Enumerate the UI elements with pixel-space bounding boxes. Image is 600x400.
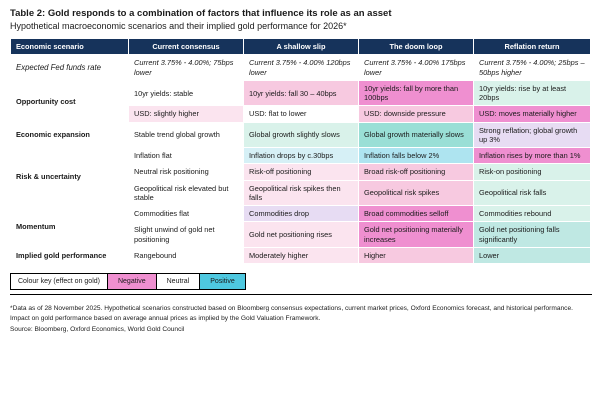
cell: Risk-off positioning [244, 164, 359, 180]
footnote-source: Source: Bloomberg, Oxford Economics, World Gold Council [10, 326, 185, 334]
cell: Geopolitical risk spikes then falls [244, 180, 359, 206]
cell: Current 3.75% - 4.00% 120bps lower [244, 55, 359, 81]
cell: Current 3.75% - 4.00%; 75bps lower [129, 55, 244, 81]
cell: Broad risk-off positioning [359, 164, 474, 180]
cell: Commodities flat [129, 206, 244, 222]
table-body [11, 55, 591, 264]
row-label-economic-expansion: Economic expansion [11, 122, 129, 148]
colour-key-box [10, 273, 246, 290]
colour-key [10, 273, 590, 290]
cell: Inflation flat [129, 148, 244, 164]
table-row [11, 206, 591, 222]
cell: Inflation drops by c.30bps [244, 148, 359, 164]
cell: Rangebound [129, 247, 244, 263]
cell: Commodities drop [244, 206, 359, 222]
cell: 10yr yields: fall 30 – 40bps [244, 80, 359, 106]
table-header [11, 39, 591, 55]
cell: Inflation rises by more than 1% [474, 148, 591, 164]
colour-key-label: Colour key (effect on gold) [11, 274, 108, 289]
colour-key-negative: Negative [108, 274, 157, 289]
cell: Strong reflation; global growth up 3% [474, 122, 591, 148]
scenarios-table [10, 38, 591, 264]
footnotes [10, 304, 592, 335]
col-header-doom-loop: The doom loop [359, 39, 474, 55]
table-row [11, 122, 591, 148]
cell: Neutral risk positioning [129, 164, 244, 180]
page-subtitle: Hypothetical macroeconomic scenarios and their implied gold performance for 2026* [10, 20, 347, 31]
cell: Global growth materially slows [359, 122, 474, 148]
cell: Inflation falls below 2% [359, 148, 474, 164]
col-header-current-consensus: Current consensus [129, 39, 244, 55]
cell: Commodities rebound [474, 206, 591, 222]
cell: Current 3.75% - 4.00%; 25bps – 50bps higher [474, 55, 591, 81]
colour-key-positive: Positive [200, 274, 245, 289]
cell: Risk-on positioning [474, 164, 591, 180]
cell: Higher [359, 247, 474, 263]
row-label-momentum: Momentum [11, 206, 129, 248]
cell: Geopolitical risk falls [474, 180, 591, 206]
cell: Gold net positioning falls significantly [474, 222, 591, 248]
table-row [11, 247, 591, 263]
cell: Current 3.75% - 4.00% 175bps lower [359, 55, 474, 81]
cell: Slight unwind of gold net positioning [129, 222, 244, 248]
cell: 10yr yields: stable [129, 80, 244, 106]
table-row [11, 80, 591, 106]
col-header-shallow-slip: A shallow slip [244, 39, 359, 55]
cell: Geopolitical risk spikes [359, 180, 474, 206]
row-label-fed-funds: Expected Fed funds rate [11, 55, 129, 81]
cell: USD: flat to lower [244, 106, 359, 122]
cell: Global growth slightly slows [244, 122, 359, 148]
col-header-scenario: Economic scenario [11, 39, 129, 55]
table-row [11, 55, 591, 81]
cell: Stable trend global growth [129, 122, 244, 148]
cell: 10yr yields: fall by more than 100bps [359, 80, 474, 106]
table-header-row [11, 39, 591, 55]
cell: Gold net positioning materially increases [359, 222, 474, 248]
cell: USD: slightly higher [129, 106, 244, 122]
footnote-divider [10, 294, 592, 295]
col-header-reflation-return: Reflation return [474, 39, 591, 55]
page-title: Table 2: Gold responds to a combination of factors that influence its role as an asset [10, 8, 392, 19]
cell: Gold net positioning rises [244, 222, 359, 248]
cell: Lower [474, 247, 591, 263]
cell: Geopolitical risk elevated but stable [129, 180, 244, 206]
row-label-implied-gold-performance: Implied gold performance [11, 247, 129, 263]
cell: USD: downside pressure [359, 106, 474, 122]
footnote-data: *Data as of 28 November 2025. Hypothetical scenarios constructed based on Bloomberg consensus expectations, current market prices, Oxford Economics forecast, and historical performance. Impact on gold performance based on average annual prices as implied by the Gold Valuation Framework. [10, 305, 573, 322]
cell: Moderately higher [244, 247, 359, 263]
table-row [11, 148, 591, 164]
colour-key-neutral: Neutral [157, 274, 201, 289]
row-label-opportunity-cost: Opportunity cost [11, 80, 129, 122]
row-label-risk-uncertainty: Risk & uncertainty [11, 148, 129, 206]
cell: 10yr yields: rise by at least 20bps [474, 80, 591, 106]
cell: USD: moves materially higher [474, 106, 591, 122]
cell: Broad commodities selloff [359, 206, 474, 222]
